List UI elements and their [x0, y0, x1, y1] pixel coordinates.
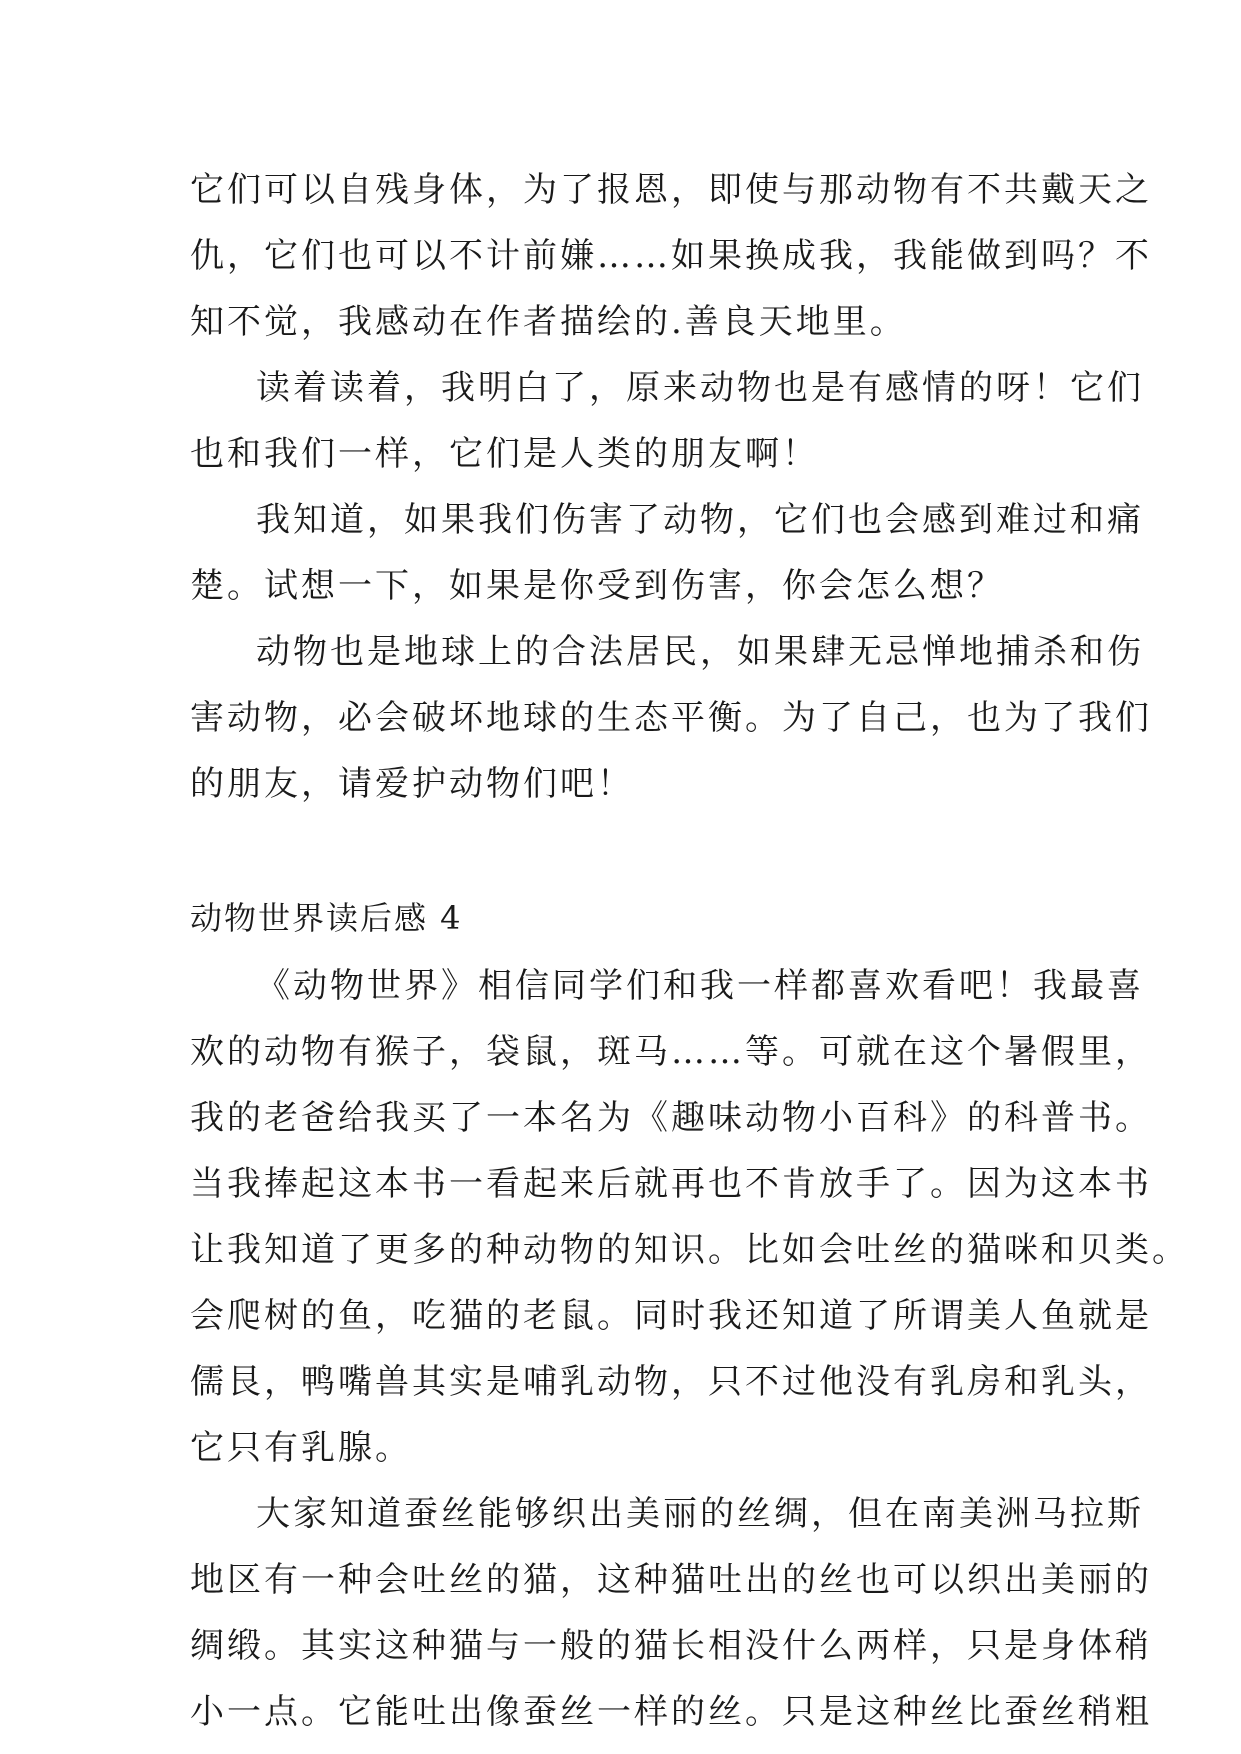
paragraph-line: 小一点。它能吐出像蚕丝一样的丝。只是这种丝比蚕丝稍粗: [190, 1692, 1152, 1732]
paragraph-line: 让我知道了更多的种动物的知识。比如会吐丝的猫咪和贝类。: [190, 1230, 1189, 1270]
paragraph-line: 地区有一种会吐丝的猫，这种猫吐出的丝也可以织出美丽的: [190, 1560, 1152, 1600]
paragraph-line: 动物也是地球上的合法居民，如果肆无忌惮地捕杀和伤: [256, 632, 1144, 672]
section-title: 动物世界读后感 4: [190, 899, 463, 937]
paragraph-line: 它们可以自残身体，为了报恩，即使与那动物有不共戴天之: [190, 170, 1152, 210]
paragraph-line: 知不觉，我感动在作者描绘的.善良天地里。: [190, 302, 907, 342]
paragraph-line: 害动物，必会破坏地球的生态平衡。为了自己，也为了我们: [190, 698, 1152, 738]
paragraph-line: 儒艮，鸭嘴兽其实是哺乳动物，只不过他没有乳房和乳头，: [190, 1362, 1152, 1402]
paragraph-line: 大家知道蚕丝能够织出美丽的丝绸，但在南美洲马拉斯: [256, 1494, 1144, 1534]
paragraph-line: 楚。试想一下，如果是你受到伤害，你会怎么想？: [190, 566, 1004, 606]
paragraph-line: 我的老爸给我买了一本名为《趣味动物小百科》的科普书。: [190, 1098, 1152, 1138]
paragraph-line: 我知道，如果我们伤害了动物，它们也会感到难过和痛: [256, 500, 1144, 540]
paragraph-line: 读着读着，我明白了，原来动物也是有感情的呀！它们: [256, 368, 1144, 408]
paragraph-line: 仇，它们也可以不计前嫌……如果换成我，我能做到吗？不: [190, 236, 1152, 276]
paragraph-line: 的朋友，请爱护动物们吧！: [190, 764, 634, 804]
paragraph-line: 也和我们一样，它们是人类的朋友啊！: [190, 434, 819, 474]
paragraph-line: 当我捧起这本书一看起来后就再也不肯放手了。因为这本书: [190, 1164, 1152, 1204]
paragraph-line: 绸缎。其实这种猫与一般的猫长相没什么两样，只是身体稍: [190, 1626, 1152, 1666]
paragraph-line: 《动物世界》相信同学们和我一样都喜欢看吧！我最喜: [256, 966, 1144, 1006]
paragraph-line: 会爬树的鱼，吃猫的老鼠。同时我还知道了所谓美人鱼就是: [190, 1296, 1152, 1336]
paragraph-line: 它只有乳腺。: [190, 1428, 412, 1468]
paragraph-line: 欢的动物有猴子，袋鼠，斑马……等。可就在这个暑假里，: [190, 1032, 1152, 1072]
